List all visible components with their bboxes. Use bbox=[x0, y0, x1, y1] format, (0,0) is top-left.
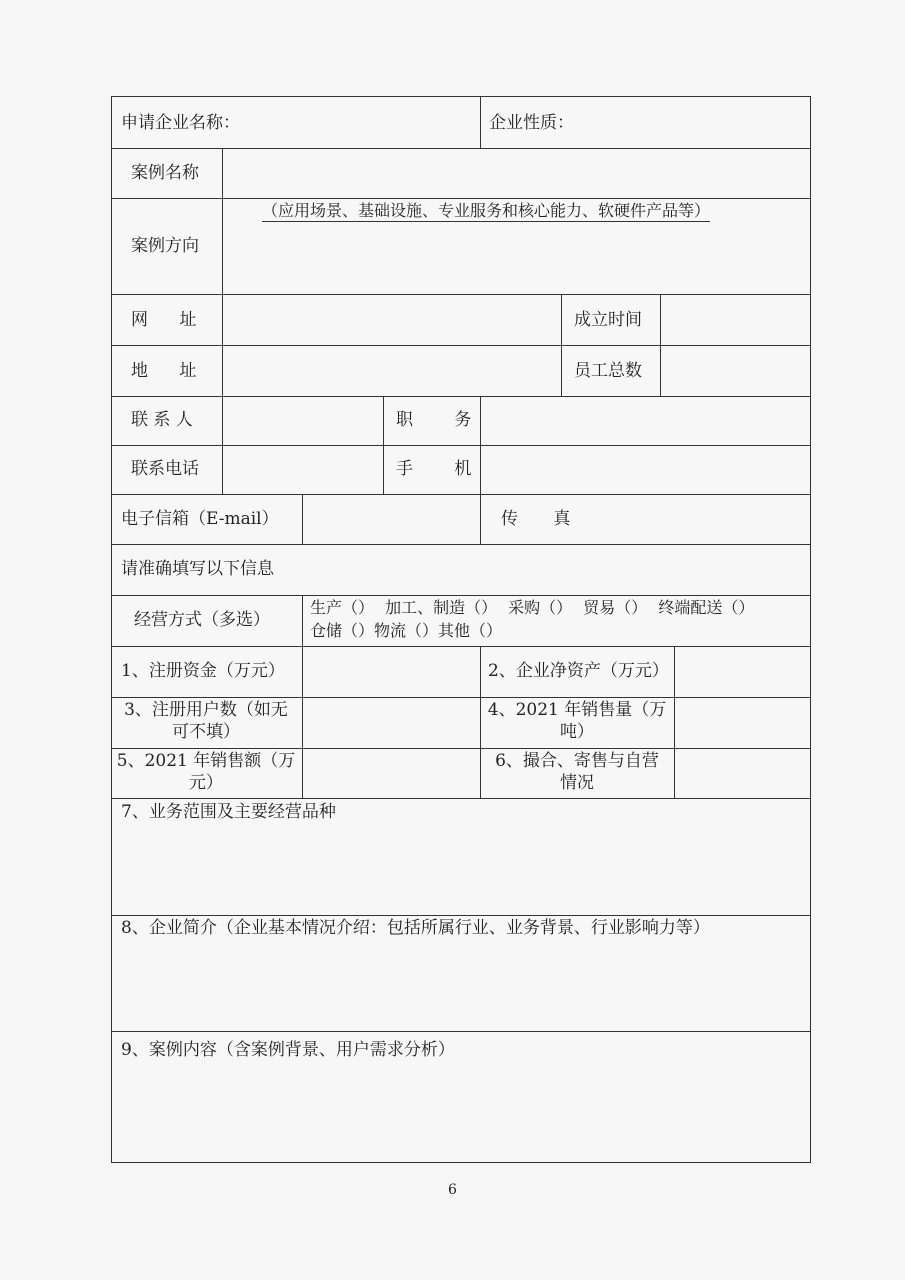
company-intro-field[interactable] bbox=[112, 942, 810, 1031]
registered-capital-label: 1、注册资金（万元） bbox=[121, 661, 285, 681]
fax-field[interactable] bbox=[582, 495, 810, 544]
matching-label: 6、撮合、寄售与自营情况 bbox=[495, 751, 659, 793]
row-divider bbox=[112, 798, 810, 799]
col-divider bbox=[383, 396, 384, 494]
col-divider bbox=[480, 97, 481, 148]
website-field[interactable] bbox=[223, 295, 561, 345]
founded-field[interactable] bbox=[661, 295, 810, 345]
address-label: 地 址 bbox=[131, 361, 197, 381]
case-content-label: 9、案例内容（含案例背景、用户需求分析） bbox=[121, 1040, 455, 1060]
case-name-field[interactable] bbox=[223, 149, 810, 198]
application-form-table bbox=[111, 96, 811, 1163]
business-mode-label: 经营方式（多选） bbox=[134, 610, 270, 630]
email-label: 电子信箱（E-mail） bbox=[121, 509, 279, 529]
col-divider bbox=[561, 294, 562, 396]
enterprise-nature-label: 企业性质： bbox=[489, 113, 574, 133]
case-direction-field[interactable] bbox=[223, 225, 810, 294]
net-assets-label: 2、企业净资产（万元） bbox=[488, 661, 669, 681]
position-field[interactable] bbox=[481, 397, 810, 445]
applicant-name-field[interactable] bbox=[242, 97, 480, 148]
registered-users-field[interactable] bbox=[303, 698, 480, 748]
row-divider bbox=[112, 1031, 810, 1032]
case-name-label: 案例名称 bbox=[131, 163, 199, 183]
sales-volume-field[interactable] bbox=[675, 698, 810, 748]
position-label: 职 务 bbox=[396, 410, 472, 430]
col-divider bbox=[480, 646, 481, 798]
enterprise-nature-field[interactable] bbox=[582, 97, 810, 148]
business-mode-options-line1[interactable]: 生产（） 加工、制造（） 采购（） 贸易（） 终端配送（） bbox=[310, 598, 755, 617]
sales-volume-label: 4、2021 年销售量（万吨） bbox=[487, 700, 667, 742]
case-content-field[interactable] bbox=[112, 1065, 810, 1162]
contact-label: 联 系 人 bbox=[131, 410, 193, 430]
page-number: 6 bbox=[448, 1182, 457, 1198]
phone-label: 联系电话 bbox=[131, 459, 199, 479]
employees-field[interactable] bbox=[661, 346, 810, 396]
registered-users-label: 3、注册用户数（如无可不填） bbox=[124, 700, 288, 742]
email-field[interactable] bbox=[303, 495, 480, 544]
website-label: 网 址 bbox=[131, 310, 197, 330]
row-divider bbox=[112, 198, 810, 199]
contact-field[interactable] bbox=[223, 397, 383, 445]
fax-label: 传 真 bbox=[501, 509, 571, 529]
case-direction-label: 案例方向 bbox=[131, 236, 199, 256]
business-scope-label: 7、业务范围及主要经营品种 bbox=[121, 802, 336, 822]
fill-note: 请准确填写以下信息 bbox=[121, 559, 274, 579]
mobile-field[interactable] bbox=[481, 446, 810, 494]
mobile-label: 手 机 bbox=[396, 459, 472, 479]
row-divider bbox=[112, 595, 810, 596]
sales-amount-label: 5、2021 年销售额（万元） bbox=[116, 751, 296, 793]
case-direction-hint: （应用场景、基础设施、专业服务和核心能力、软硬件产品等） bbox=[262, 201, 711, 220]
founded-label: 成立时间 bbox=[574, 310, 642, 330]
business-scope-field[interactable] bbox=[112, 825, 810, 915]
matching-field[interactable] bbox=[675, 749, 810, 798]
applicant-name-label: 申请企业名称： bbox=[121, 113, 240, 133]
business-mode-options-line2[interactable]: 仓储（）物流（）其他（） bbox=[310, 621, 503, 640]
employees-label: 员工总数 bbox=[574, 361, 642, 381]
row-divider bbox=[112, 544, 810, 545]
phone-field[interactable] bbox=[223, 446, 383, 494]
company-intro-label: 8、企业简介（企业基本情况介绍：包括所属行业、业务背景、行业影响力等） bbox=[121, 918, 710, 938]
net-assets-field[interactable] bbox=[675, 647, 810, 697]
registered-capital-field[interactable] bbox=[303, 647, 480, 697]
address-field[interactable] bbox=[223, 346, 561, 396]
col-divider bbox=[480, 494, 481, 544]
row-divider bbox=[112, 915, 810, 916]
sales-amount-field[interactable] bbox=[303, 749, 480, 798]
